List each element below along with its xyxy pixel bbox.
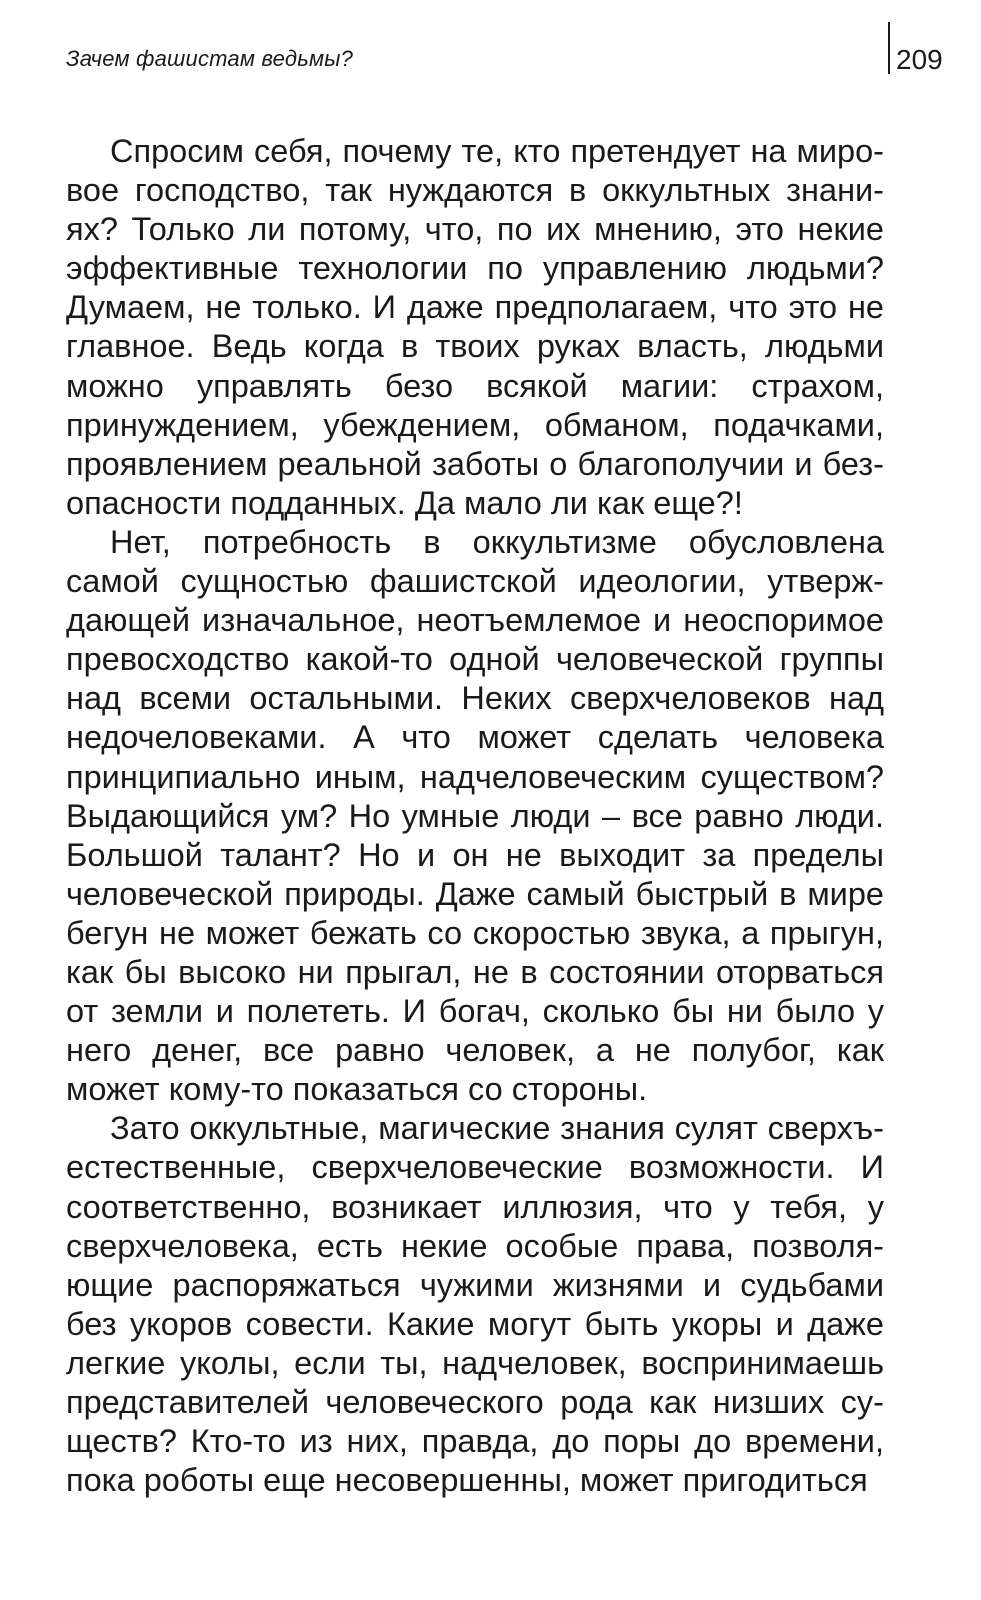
paragraph-2: Нет, потребность в оккультизме обусловлена самой сущностью фашистской идеологии, утверждающей изначальное, неотъемлемое и неоспоримое превосходство какой-то одной человеческой группы над всеми остальными. Неких сверхчеловеков над недочеловеками. А что может сделать человека принципиально иным, надчеловеческим существом? Выдающийся ум? Но умные люди – все равно люди. Большой талант? Но и он не выходит за пределы человеческой природы. Даже самый быстрый в мире бегун не может бежать со скоростью звука, а прыгун, как бы высоко ни прыгал, не в состоянии оторваться от земли и полететь. И богач, сколько бы ни было у него денег, все равно человек, а не полубог, как может кому-то показаться со стороны. xyxy=(66,523,884,1108)
running-title: Зачем фашистам ведьмы? xyxy=(66,46,354,71)
body-text xyxy=(66,132,884,1500)
page-number: 209 xyxy=(896,44,943,75)
paragraph-3: Зато оккультные, магические знания сулят сверхъестественные, сверхчеловеческие возможности. И соответственно, возникает иллюзия, что у тебя, у сверхчеловека, есть некие особые права, позволяющие распоряжаться чужими жизнями и судьбами без укоров совести. Какие могут быть укоры и даже легкие уколы, если ты, надчеловек, воспринимаешь представителей человеческого рода как низших существ? Кто-то из них, правда, до поры до времени, пока роботы еще несовершенны, может пригодиться xyxy=(66,1110,884,1499)
header-divider xyxy=(888,22,890,74)
paragraph-1: Спросим себя, почему те, кто претендует на мировое господство, так нуждаются в оккультных знаниях? Только ли потому, что, по их мнению, это некие эффективные технологии по управлению людьми? Думаем, не только. И даже предполагаем, что это не главное. Ведь когда в твоих руках власть, людьми можно управлять безо всякой магии: страхом, принуждением, убеждением, обманом, подачками, проявлением реальной заботы о благополучии и безопасности подданных. Да мало ли как еще?! xyxy=(66,133,884,521)
